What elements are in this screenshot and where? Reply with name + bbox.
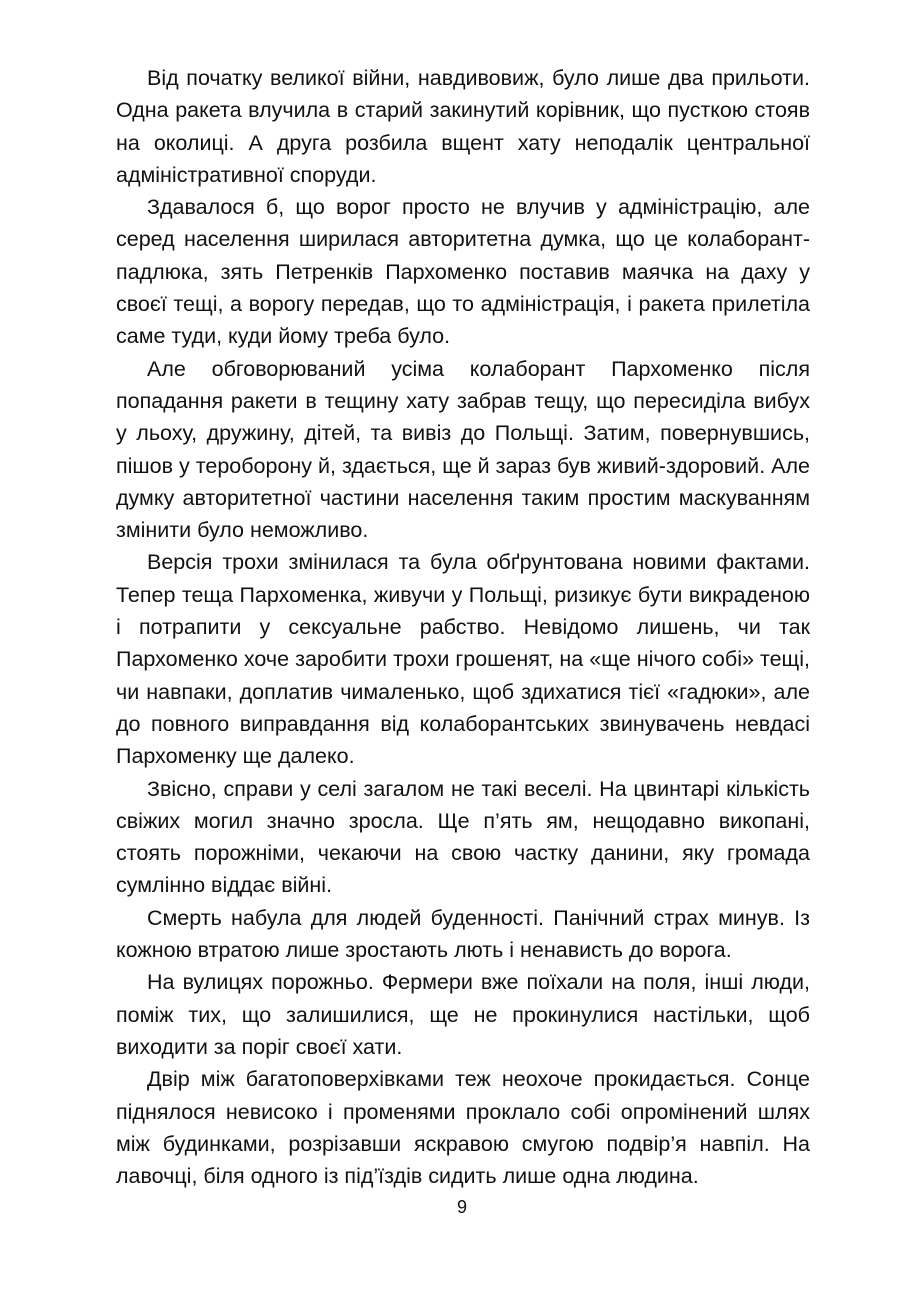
paragraph-3: Але обговорюваний усіма колаборант Пархоменко після попадання ракети в тещину хату забрав тещу, що пересиділа вибух у льоху, дружину, дітей, та вивіз до Польщі. Затим, повернувшись, пішов у тероборону й, здається, ще й зараз був живий-здоровий. Але думку авторитетної частини населення таким простим маскуванням змінити було неможливо. [116, 356, 810, 543]
paragraph-2: Здавалося б, що ворог просто не влучив у адміністрацію, але серед населення ширилася авторитетна думка, що це колаборант-падлюка, зять Петренків Пархоменко поставив маячка на даху у своєї тещі, а ворогу передав, що то адміністрація, і ракета прилетіла саме туди, куди йому треба було. [116, 195, 810, 349]
paragraph-8: Двір між багатоповерхівками теж неохоче прокидається. Сонце піднялося невисоко і променями проклало собі опромінений шлях між будинками, розрізавши яскравою смугою подвір’я навпіл. На лавочці, біля одного із під’їздів сидить лише одна людина. [116, 1067, 810, 1189]
paragraph-1: Від початку великої війни, навдивовиж, було лише два прильоти. Одна ракета влучила в старий закинутий корівник, що пусткою стояв на околиці. А друга розбила вщент хату неподалік центральної адміністративної споруди. [116, 66, 810, 187]
paragraph-6: Смерть набула для людей буденності. Панічний страх минув. Із кожною втратою лише зростають лють і ненависть до ворога. [116, 905, 810, 963]
paragraph-5: Звісно, справи у селі загалом не такі веселі. На цвинтарі кількість свіжих могил значно зросла. Ще п’ять ям, нещодавно викопані, стоять порожніми, чекаючи на свою частку данини, яку громада сумлінно віддає війні. [116, 776, 810, 898]
paragraph-7: На вулицях порожньо. Фермери вже поїхали на поля, інші люди, поміж тих, що залишилися, ще не прокинулися настільки, щоб виходити за поріг своєї хати. [116, 970, 810, 1059]
page-number: 9 [456, 1197, 467, 1217]
paragraph-4: Версія трохи змінилася та була обґрунтована новими фактами. Тепер теща Пархоменка, живучи у Польщі, ризикує бути викраденою і потрапити у сексуальне рабство. Невідомо лишень, чи так Пархоменко хоче заробити трохи грошенят, на «ще нічого собі» тещі, чи навпаки, доплатив чималенько, щоб здихатися тієї «гадюки», але до повного виправдання від колаборантських звинувачень невдасі Пархоменку ще далеко. [116, 550, 810, 769]
body-text [116, 62, 810, 1192]
